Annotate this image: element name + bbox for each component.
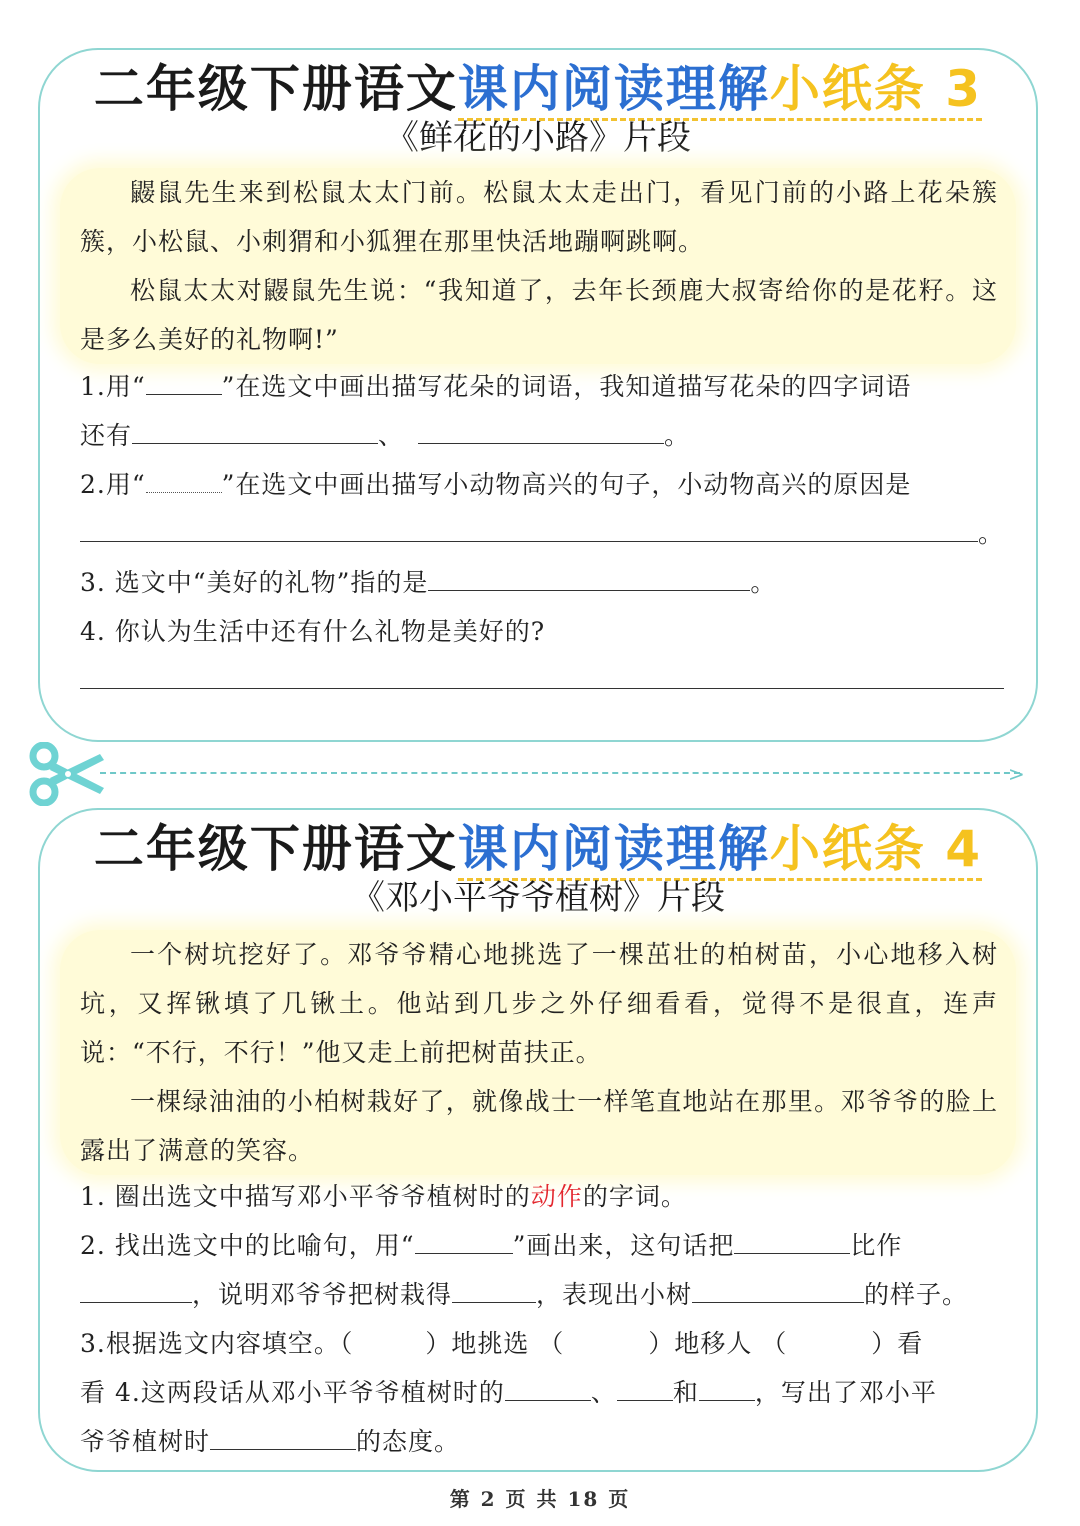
card-title (40, 58, 1036, 120)
question-4-cont (80, 1417, 1002, 1466)
question-text: 的样子。 (864, 1280, 969, 1309)
answer-blank[interactable] (146, 462, 222, 493)
question-text: ）地挑选 （ (425, 1329, 565, 1358)
question-text: 和 (672, 1378, 699, 1407)
question-text: 2.用“ (80, 470, 146, 499)
question-2 (80, 1221, 1002, 1270)
question-text: 1.用“ (80, 372, 146, 401)
question-text: 的态度。 (356, 1427, 461, 1456)
question-text: 。 (978, 519, 1005, 548)
passage-paragraph: 松鼠太太对鼹鼠先生说：“我知道了，去年长颈鹿大叔寄给你的是花籽。这是多么美好的礼物啊!” (80, 276, 998, 354)
question-text: 3. 选文中“美好的礼物”指的是 (80, 568, 429, 597)
answer-blank[interactable] (617, 1370, 673, 1401)
passage-box (60, 930, 1016, 1175)
answer-blank[interactable] (428, 560, 750, 591)
card-title (40, 818, 1036, 880)
passage-paragraph: 一个树坑挖好了。邓爷爷精心地挑选了一棵茁壮的柏树苗，小心地移入树坑，又挥锹填了几锹土。他站到几步之外仔细看看，觉得不是很直，连声说：“不行，不行！”他又走上前把树苗扶正。 (80, 940, 998, 1067)
passage-subtitle: 《鲜花的小路》片段 (385, 118, 691, 158)
answer-blank[interactable] (692, 1272, 864, 1303)
title-reading: 课内阅读理解 (458, 820, 770, 881)
title-reading: 课内阅读理解 (458, 60, 770, 121)
question-text: ，写出了邓小平 (754, 1378, 937, 1407)
title-slip-number: 小纸条 4 (770, 820, 982, 881)
answer-blank[interactable] (505, 1370, 591, 1401)
page-number: 第 2 页 共 18 页 (449, 1487, 631, 1511)
arrow-right-icon: > (1008, 762, 1025, 786)
answer-blank[interactable] (734, 1223, 850, 1254)
question-text: 爷爷植树时 (80, 1427, 211, 1456)
card-4 (38, 808, 1038, 1472)
answer-blank[interactable] (80, 511, 978, 542)
answer-blank[interactable] (699, 1370, 755, 1401)
question-text: 。 (750, 568, 777, 597)
question-text: ）看 (871, 1329, 924, 1358)
title-grade: 二年级下册语文 (93, 60, 458, 118)
answer-blank[interactable] (452, 1272, 536, 1303)
question-1-cont (80, 411, 1002, 460)
question-text: ”在选文中画出描写花朵的词语，我知道描写花朵的四字词语 (221, 372, 912, 401)
question-text: ”在选文中画出描写小动物高兴的句子，小动物高兴的原因是 (221, 470, 912, 499)
question-text: ）地移人 （ (648, 1329, 788, 1358)
answer-blank[interactable] (80, 1272, 192, 1303)
question-text: 比作 (850, 1231, 903, 1260)
question-text: 、 (378, 421, 405, 450)
answer-blank[interactable] (210, 1419, 356, 1450)
question-4: 4. 你认为生活中还有什么礼物是美好的? (80, 617, 546, 646)
question-1 (80, 362, 1002, 411)
passage-subtitle: 《邓小平爷爷植树》片段 (351, 878, 725, 918)
answer-blank[interactable] (415, 1223, 513, 1254)
passage-box (60, 168, 1016, 364)
scissors-icon (28, 742, 106, 810)
title-grade: 二年级下册语文 (93, 820, 458, 878)
question-text: 还有 (80, 421, 133, 450)
answer-blank[interactable] (418, 413, 664, 444)
card-3 (38, 48, 1038, 742)
question-text: 的字词。 (582, 1182, 687, 1211)
question-text: 、 (590, 1378, 617, 1407)
question-text: ，表现出小树 (536, 1280, 693, 1309)
question-text: 。 (664, 421, 691, 450)
question-2-cont (80, 1270, 1002, 1319)
highlight-word: 动作 (530, 1182, 583, 1211)
question-3 (80, 1319, 1002, 1368)
cut-line (100, 772, 1020, 774)
question-4 (80, 1368, 1002, 1417)
question-1 (80, 1172, 1002, 1221)
question-text: 3.根据选文内容填空。（ (80, 1329, 354, 1358)
question-text: 看 4.这两段话从邓小平爷爷植树时的 (80, 1378, 505, 1407)
question-3 (80, 558, 1002, 607)
question-text: 1. 圈出选文中描写邓小平爷爷植树时的 (80, 1182, 531, 1211)
question-text: 2. 找出选文中的比喻句，用“ (80, 1231, 415, 1260)
answer-blank[interactable] (146, 364, 222, 395)
title-slip-number: 小纸条 3 (770, 60, 982, 121)
question-2 (80, 460, 1002, 509)
answer-blank[interactable] (132, 413, 378, 444)
question-4-answer (80, 656, 1002, 705)
passage-paragraph: 鼹鼠先生来到松鼠太太门前。松鼠太太走出门，看见门前的小路上花朵簇簇，小松鼠、小刺猬和小狐狸在那里快活地蹦啊跳啊。 (80, 178, 998, 256)
question-text: ”画出来，这句话把 (512, 1231, 735, 1260)
passage-paragraph: 一棵绿油油的小柏树栽好了，就像战士一样笔直地站在那里。邓爷爷的脸上露出了满意的笑容。 (80, 1087, 998, 1165)
answer-blank[interactable] (80, 658, 1004, 689)
question-2-cont (80, 509, 1005, 558)
question-text: ，说明邓爷爷把树栽得 (192, 1280, 453, 1309)
